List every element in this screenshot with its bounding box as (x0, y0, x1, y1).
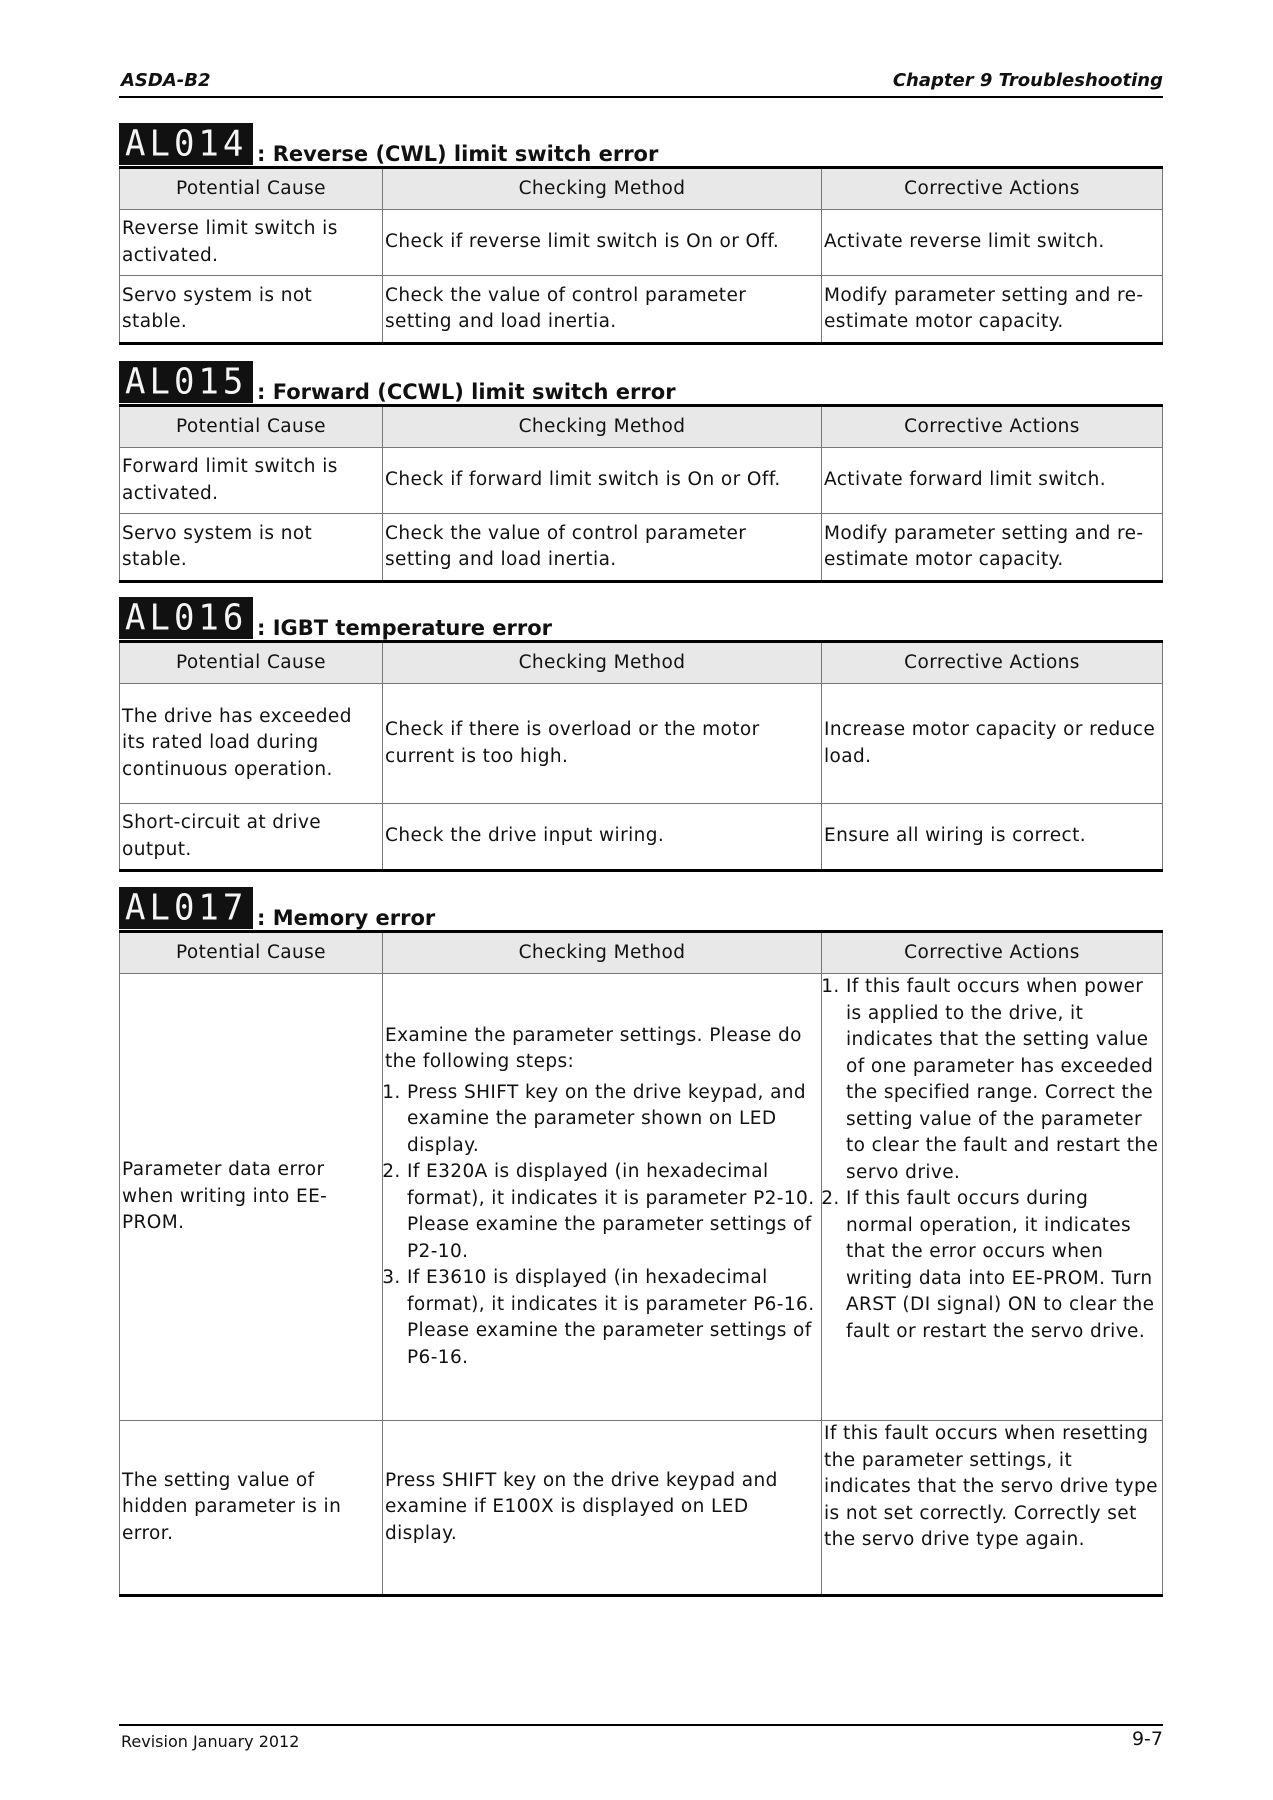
alarm-title: : IGBT temperature error (257, 616, 553, 640)
header-rule (119, 96, 1163, 98)
col-header-cause: Potential Cause (120, 168, 383, 210)
table-header-row (120, 406, 1163, 448)
cause-cell: Reverse limit switch is activated. (120, 210, 383, 276)
table-row (120, 684, 1163, 804)
table-row (120, 448, 1163, 514)
footer-page-number: 9-7 (1131, 1728, 1163, 1750)
led-alarm-code: AL017 (119, 887, 253, 929)
cause-cell: The drive has exceeded its rated load during continuous operation. (120, 684, 383, 804)
cause-cell: Parameter data error when writing into EE-PROM. (120, 974, 383, 1421)
checking-cell: Check the value of control parameter setting and load inertia. (383, 514, 822, 582)
checking-cell: Check the value of control parameter setting and load inertia. (383, 276, 822, 344)
table-row (120, 276, 1163, 344)
col-header-cause: Potential Cause (120, 406, 383, 448)
alarm-section (119, 118, 1163, 345)
col-header-actions: Corrective Actions (822, 406, 1163, 448)
col-header-actions: Corrective Actions (822, 168, 1163, 210)
table-row (120, 514, 1163, 582)
table-row (120, 1421, 1163, 1596)
checking-cell: Press SHIFT key on the drive keypad and examine if E100X is displayed on LED display. (383, 1421, 822, 1596)
checking-cell: Check if forward limit switch is On or Off. (383, 448, 822, 514)
cause-cell: The setting value of hidden parameter is in error. (120, 1421, 383, 1596)
header-product: ASDA-B2 (121, 70, 211, 91)
checking-cell: Check the drive input wiring. (383, 804, 822, 871)
alarm-title: : Memory error (257, 906, 436, 930)
table-header-row (120, 168, 1163, 210)
action-cell (822, 974, 1163, 1421)
footer-rule (119, 1724, 1163, 1726)
checking-step: 1. Press SHIFT key on the drive keypad, and examine the parameter shown on LED display. (407, 1080, 819, 1160)
action-cell: Modify parameter setting and re-estimate motor capacity. (822, 514, 1163, 582)
troubleshooting-table (119, 640, 1163, 872)
cause-cell: Servo system is not stable. (120, 276, 383, 344)
col-header-cause: Potential Cause (120, 932, 383, 974)
alarm-title: : Forward (CCWL) limit switch error (257, 380, 676, 404)
checking-intro: Examine the parameter settings. Please do the following steps: (385, 1024, 802, 1073)
table-row (120, 974, 1163, 1421)
table-row (120, 804, 1163, 871)
table-header-row (120, 642, 1163, 684)
action-cell: If this fault occurs when resetting the parameter settings, it indicates that the servo drive type is not set correctly. Correctly set the servo drive type again. (822, 1421, 1163, 1596)
checking-step: 2. If E320A is displayed (in hexadecimal format), it indicates it is parameter P2-10. Please examine the parameter settings of P2-10. (407, 1159, 819, 1265)
led-alarm-code: AL015 (119, 361, 253, 403)
action-cell: Increase motor capacity or reduce load. (822, 684, 1163, 804)
action-step: 2. If this fault occurs during normal operation, it indicates that the error occurs when writing data into EE-PROM. Turn ARST (DI signal) ON to clear the fault or restart the servo drive. (846, 1186, 1160, 1345)
alarm-section (119, 356, 1163, 583)
cause-cell: Short-circuit at drive output. (120, 804, 383, 871)
checking-cell (383, 974, 822, 1421)
alarm-title: : Reverse (CWL) limit switch error (257, 142, 659, 166)
action-cell: Modify parameter setting and re-estimate motor capacity. (822, 276, 1163, 344)
cause-cell: Forward limit switch is activated. (120, 448, 383, 514)
led-alarm-code: AL016 (119, 597, 253, 639)
alarm-section (119, 882, 1163, 1597)
col-header-checking: Checking Method (383, 642, 822, 684)
col-header-checking: Checking Method (383, 932, 822, 974)
table-row (120, 210, 1163, 276)
cause-cell: Servo system is not stable. (120, 514, 383, 582)
col-header-actions: Corrective Actions (822, 642, 1163, 684)
action-cell: Ensure all wiring is correct. (822, 804, 1163, 871)
alarm-section (119, 592, 1163, 872)
col-header-cause: Potential Cause (120, 642, 383, 684)
checking-cell: Check if reverse limit switch is On or Off. (383, 210, 822, 276)
troubleshooting-table (119, 930, 1163, 1597)
col-header-checking: Checking Method (383, 406, 822, 448)
action-cell: Activate reverse limit switch. (822, 210, 1163, 276)
footer-revision: Revision January 2012 (121, 1732, 300, 1751)
col-header-actions: Corrective Actions (822, 932, 1163, 974)
checking-cell: Check if there is overload or the motor current is too high. (383, 684, 822, 804)
troubleshooting-table (119, 166, 1163, 345)
checking-step: 3. If E3610 is displayed (in hexadecimal format), it indicates it is parameter P6-16. Please examine the parameter settings of P6-16. (407, 1265, 819, 1371)
action-cell: Activate forward limit switch. (822, 448, 1163, 514)
col-header-checking: Checking Method (383, 168, 822, 210)
header-chapter: Chapter 9 Troubleshooting (892, 70, 1163, 91)
led-alarm-code: AL014 (119, 123, 253, 165)
table-header-row (120, 932, 1163, 974)
action-step: 1. If this fault occurs when power is applied to the drive, it indicates that the setting value of one parameter has exceeded the specified range. Correct the setting value of the parameter to clear the fault and restart the servo drive. (846, 974, 1160, 1186)
troubleshooting-table (119, 404, 1163, 583)
